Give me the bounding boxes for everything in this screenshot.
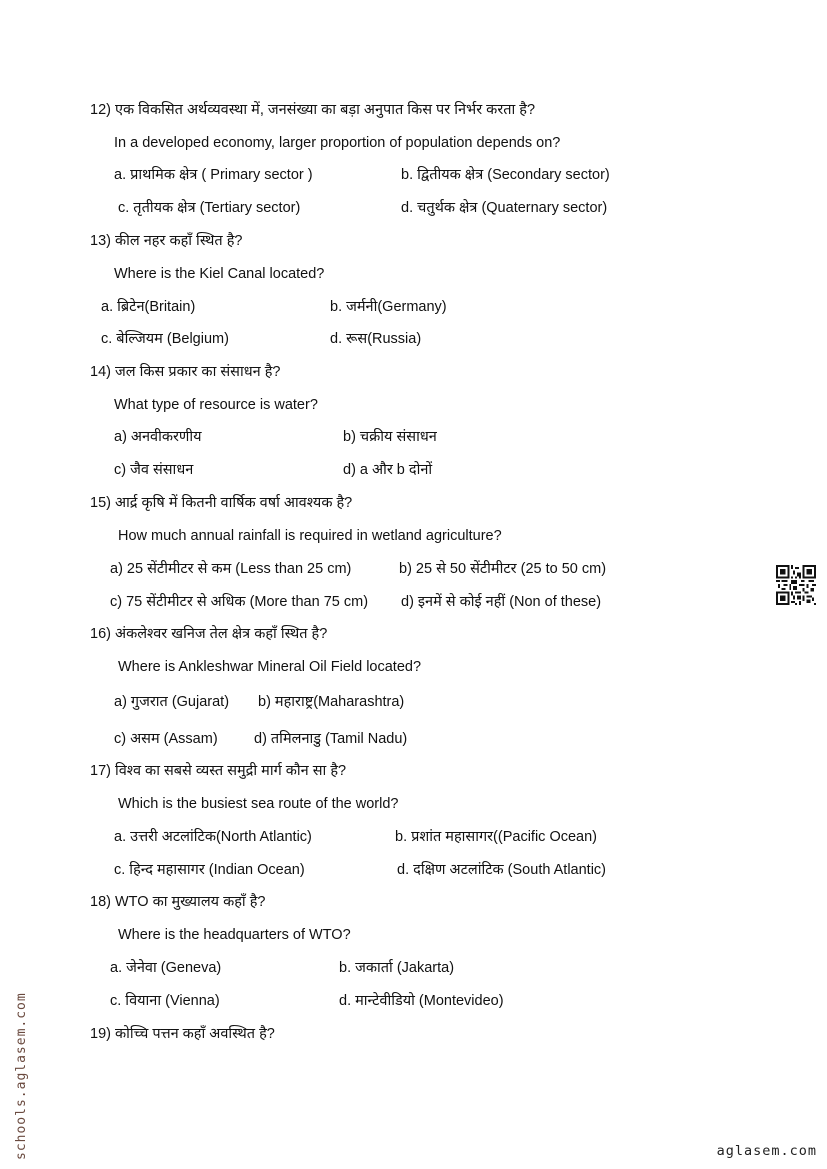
footer-watermark: aglasem.com (716, 1143, 817, 1159)
question-14-option-a: a) अनवीकरणीय (114, 429, 202, 445)
question-18-hindi: 18) WTO का मुख्यालय कहाँ है? (90, 894, 266, 910)
question-17-option-b: b. प्रशांत महासागर((Pacific Ocean) (395, 829, 598, 845)
question-18-option-b: b. जकार्ता (Jakarta) (339, 960, 455, 976)
question-12-hindi: 12) एक विकसित अर्थव्यवस्था में, जनसंख्या का बड़ा अनुपात किस पर निर्भर करता है? (90, 102, 536, 118)
question-17-option-d: d. दक्षिण अटलांटिक (South Atlantic) (397, 862, 607, 878)
question-13-option-d: d. रूस(Russia) (330, 331, 422, 347)
question-17-hindi: 17) विश्व का सबसे व्यस्त समुद्री मार्ग कौन सा है? (90, 763, 347, 779)
question-15-english: How much annual rainfall is required in wetland agriculture? (118, 528, 502, 544)
question-16-option-b: b) महाराष्ट्र(Maharashtra) (258, 694, 405, 710)
question-15-option-c: c) 75 सेंटीमीटर से अधिक (More than 75 cm) (110, 594, 369, 610)
question-12-option-b: b. द्वितीयक क्षेत्र (Secondary sector) (401, 167, 610, 183)
question-14-hindi: 14) जल किस प्रकार का संसाधन है? (90, 364, 281, 380)
question-15-option-b: b) 25 से 50 सेंटीमीटर (25 to 50 cm) (399, 561, 607, 577)
question-13-english: Where is the Kiel Canal located? (114, 266, 325, 282)
qr-code-icon (776, 565, 816, 605)
question-12-option-c: c. तृतीयक क्षेत्र (Tertiary sector) (118, 200, 301, 216)
question-18-option-a: a. जेनेवा (Geneva) (110, 960, 222, 976)
question-13-option-a: a. ब्रिटेन(Britain) (101, 299, 196, 315)
question-14-option-c: c) जैव संसाधन (114, 462, 194, 478)
question-14-english: What type of resource is water? (114, 397, 318, 413)
question-15-option-d: d) इनमें से कोई नहीं (Non of these) (401, 594, 602, 610)
question-14-option-d: d) a और b दोनों (343, 462, 433, 478)
question-19-hindi: 19) कोच्चि पत्तन कहाँ अवस्थित है? (90, 1026, 275, 1042)
question-18-option-c: c. वियाना (Vienna) (110, 993, 220, 1009)
question-15-hindi: 15) आर्द्र कृषि में कितनी वार्षिक वर्षा आवश्यक है? (90, 495, 353, 511)
question-14-option-b: b) चक्रीय संसाधन (343, 429, 437, 445)
question-18-english: Where is the headquarters of WTO? (118, 927, 351, 943)
question-16-option-c: c) असम (Assam) (114, 731, 218, 747)
side-watermark: schools.aglasem.com (14, 992, 29, 1160)
question-16-option-d: d) तमिलनाडु (Tamil Nadu) (254, 731, 408, 747)
question-13-hindi: 13) कील नहर कहाँ स्थित है? (90, 233, 243, 249)
question-18-option-d: d. मान्टेवीडियो (Montevideo) (339, 993, 504, 1009)
question-17-option-c: c. हिन्द महासागर (Indian Ocean) (114, 862, 305, 878)
question-13-option-b: b. जर्मनी(Germany) (330, 299, 447, 315)
question-17-english: Which is the busiest sea route of the world? (118, 796, 399, 812)
question-16-option-a: a) गुजरात (Gujarat) (114, 694, 230, 710)
question-16-hindi: 16) अंकलेश्वर खनिज तेल क्षेत्र कहाँ स्थित है? (90, 626, 328, 642)
question-13-option-c: c. बेल्जियम (Belgium) (101, 331, 229, 347)
question-12-option-d: d. चतुर्थक क्षेत्र (Quaternary sector) (401, 200, 608, 216)
question-16-english: Where is Ankleshwar Mineral Oil Field located? (118, 659, 422, 675)
question-15-option-a: a) 25 सेंटीमीटर से कम (Less than 25 cm) (110, 561, 352, 577)
question-17-option-a: a. उत्तरी अटलांटिक(North Atlantic) (114, 829, 312, 845)
question-12-option-a: a. प्राथमिक क्षेत्र ( Primary sector ) (114, 167, 313, 183)
question-12-english: In a developed economy, larger proportion of population depends on? (114, 135, 561, 151)
